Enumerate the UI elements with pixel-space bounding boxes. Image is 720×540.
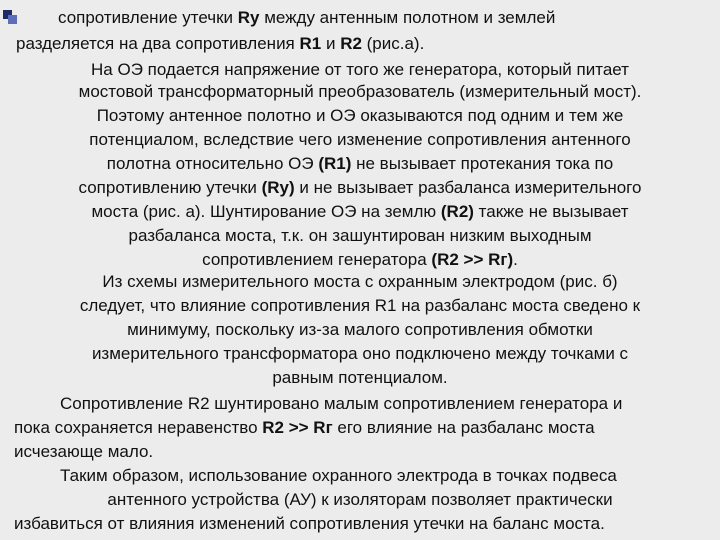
text-line-7: полотна относительно ОЭ (R1) не вызывает протекания тока по [106,154,614,173]
text-line-2: разделяется на два сопротивления R1 и R2 (рис.а). [16,34,425,53]
text-line-20: Таким образом, использование охранного электрода в точках подвеса [60,466,617,485]
text-line-16: равным потенциалом. [272,368,448,387]
text-line-6: потенциалом, вследствие чего изменение сопротивления антенного [89,130,631,149]
text-line-3: На ОЭ подается напряжение от того же генератора, который питает [91,60,629,79]
text-line-14: минимуму, поскольку из-за малого сопротивления обмотки [127,320,593,339]
text-line-13: следует, что влияние сопротивления R1 на разбаланс моста сведено к [79,296,641,315]
text-line-12: Из схемы измерительного моста с охранным электродом (рис. б) [102,272,618,291]
text-line-18: пока сохраняется неравенство R2 >> Rг его влияние на разбаланс моста [14,418,595,437]
text-line-1: сопротивление утечки Ry между антенным полотном и землей [58,8,556,27]
text-line-5: Поэтому антенное полотно и ОЭ оказываются под одним и тем же [96,106,624,125]
text-line-9: моста (рис. а). Шунтирование ОЭ на землю (R2) также не вызывает [91,202,629,221]
text-line-4: мостовой трансформаторный преобразователь (измерительный мост). [78,82,642,101]
text-line-8: сопротивлению утечки (Ry) и не вызывает разбаланса измерительного [78,178,642,197]
square-bullet-icon [3,10,17,24]
text-line-21: антенного устройства (АУ) к изоляторам позволяет практически [107,490,613,509]
text-line-19: исчезающе мало. [14,442,154,461]
text-line-11: сопротивлением генератора (R2 >> Rг). [202,250,518,269]
text-line-17: Сопротивление R2 шунтировано малым сопротивлением генератора и [60,394,623,413]
text-line-15: измерительного трансформатора оно подключено между точками с [91,344,629,363]
text-line-10: разбаланса моста, т.к. он зашунтирован низким выходным [128,226,592,245]
text-line-22: избавиться от влияния изменений сопротивления утечки на баланс моста. [14,514,605,533]
